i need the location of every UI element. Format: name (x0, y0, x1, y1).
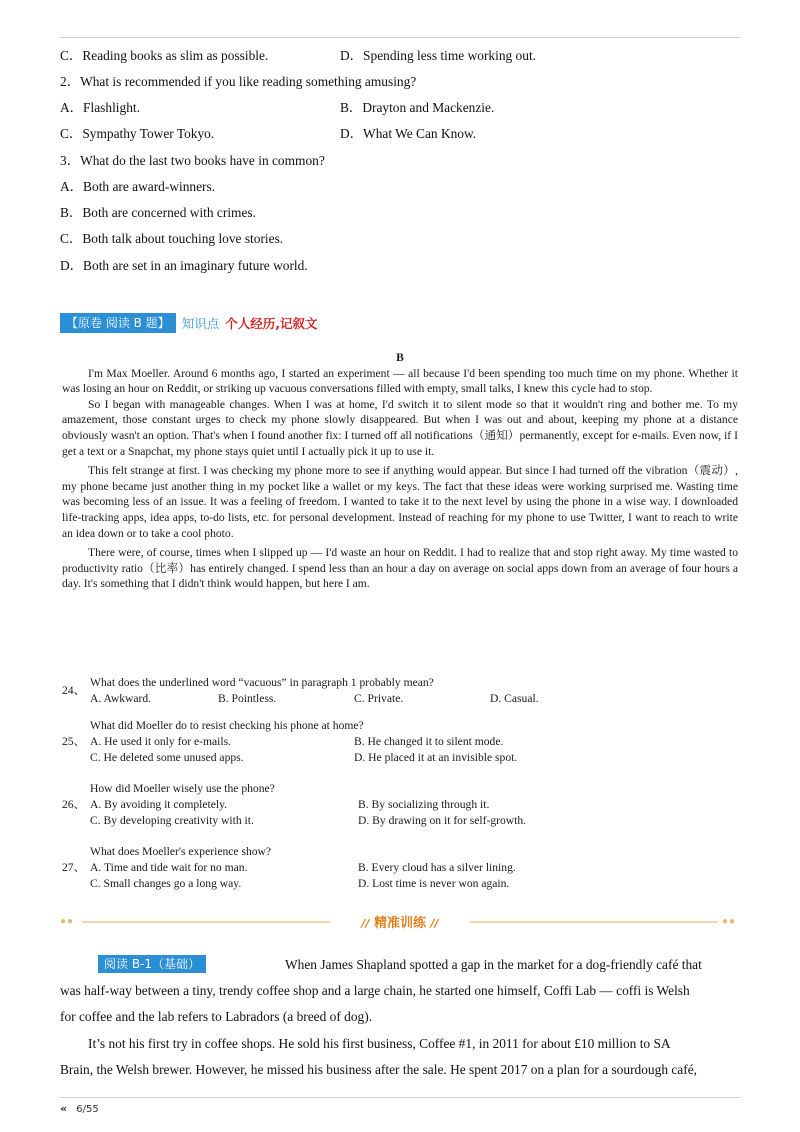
question-stem: What does Moeller's experience show? (90, 845, 272, 858)
slash-icon: // (361, 917, 370, 930)
option-d: D. By drawing on it for self-growth. (358, 813, 527, 827)
b1-line-5: Brain, the Welsh brewer. However, he missed his business after the sale. He spent 2017 on a plan for a sourdough café, (60, 1062, 697, 1077)
option-2d: D．What We Can Know. (340, 126, 477, 141)
option-2c: C．Sympathy Tower Tokyo. (60, 126, 215, 141)
option-1c: C．Reading books as slim as possible. (60, 48, 269, 63)
option-3a: A．Both are award-winners. (60, 179, 216, 194)
passage-paragraph-2: So I began with manageable changes. When I was at home, I'd switch it to silent mode so that it wouldn't ring and bother me. To my amazement, those constant urges to check my phone slowly disappeared. But when I was out and about, keeping my phone at a distance obviously wasn't an option. That's when I found another fix: I turned off all notifications（通知）permanently, except for e-mails. Even now, if I get a text or a Snapchat, my phone stays quiet until I actually pick it up to use it. (62, 397, 738, 458)
question-number: 27、 (62, 861, 86, 874)
slash-icon: // (430, 917, 439, 930)
bottom-rule (60, 1097, 740, 1098)
divider-dots-left: ●● (60, 916, 75, 927)
option-3b: B．Both are concerned with crimes. (60, 205, 256, 220)
b1-line-3: for coffee and the lab refers to Labradors (a breed of dog). (60, 1009, 373, 1024)
question-24 (62, 675, 690, 707)
option-3c: C．Both talk about touching love stories. (60, 231, 284, 246)
question-27 (62, 844, 690, 892)
option-d: D. Lost time is never won again. (358, 876, 510, 890)
question-number: 26、 (62, 798, 86, 811)
option-a: A. By avoiding it completely. (90, 797, 228, 811)
option-c: C. Small changes go a long way. (90, 876, 242, 890)
question-stem: What does the underlined word “vacuous” in paragraph 1 probably mean? (90, 676, 434, 689)
chevron-left-icon: « (60, 1102, 68, 1115)
knowledge-point-label: 知识点 (181, 316, 220, 331)
passage-paragraph-3: This felt strange at first. I was checking my phone more to see if anything would appear. But since I had turned off the vibration（震动）, my phone became just another thing in my pocket like a wallet or my keys. The fact that these ideas were working surprised me. Wasting time was becoming less of an issue. It was a feeling of freedom. I wanted to take it to the next level by using the phone in a wise way. I downloaded life-tracking apps, idea apps, to-do lists, etc. for personal development. Instead of reaching for my phone to use Twitter, I want to reach to write an idea down or to take a cool photo. (62, 464, 738, 540)
question-stem: How did Moeller wisely use the phone? (90, 782, 275, 795)
page-footer (60, 1102, 99, 1115)
option-3d: D．Both are set in an imaginary future world. (60, 258, 308, 273)
question-2-stem: 2．What is recommended if you like reading something amusing? (60, 74, 417, 89)
option-b: B. He changed it to silent mode. (354, 734, 504, 748)
passage-title: B (396, 351, 404, 364)
passage-paragraph-1: I'm Max Moeller. Around 6 months ago, I started an experiment — all because I'd been spending too much time on my phone. Whether it was losing an hour on Reddit, or striking up vacuous conversations filled with empty, small talks, I knew this cycle had to stop. (62, 366, 738, 396)
page-number: 6/55 (76, 1104, 99, 1115)
question-number: 25、 (62, 735, 86, 748)
topic-label: 个人经历,记叙文 (225, 316, 318, 331)
divider-line-left (82, 921, 330, 923)
question-stem: What did Moeller do to resist checking his phone at home? (90, 719, 364, 732)
option-d: D. He placed it at an invisible spot. (354, 750, 518, 764)
option-c: C. He deleted some unused apps. (90, 750, 244, 764)
b1-line-4: It’s not his first try in coffee shops. He sold his first business, Coffee #1, in 2011 for about £10 million to SA (88, 1036, 671, 1051)
option-c: C. Private. (354, 691, 404, 705)
option-b: B. Pointless. (218, 691, 277, 705)
b1-line-1: When James Shapland spotted a gap in the market for a dog-friendly café that (285, 957, 702, 972)
option-c: C. By developing creativity with it. (90, 813, 254, 827)
source-label: 【原卷 阅读 B 题】 (60, 313, 176, 333)
divider-dots-right: ●● (722, 916, 737, 927)
question-26 (62, 781, 690, 829)
option-a: A. He used it only for e-mails. (90, 734, 232, 748)
option-2a: A．Flashlight. (60, 100, 140, 115)
option-b: B. Every cloud has a silver lining. (358, 860, 516, 874)
option-b: B. By socializing through it. (358, 797, 490, 811)
divider-line-right (470, 921, 718, 923)
reading-b1-badge: 阅读 B-1（基础） (98, 955, 206, 973)
passage-paragraph-4: There were, of course, times when I slipped up — I'd waste an hour on Reddit. I had to realize that and stop right away. My time wasted to productivity ratio（比率）has entirely changed. I spend less than an hour a day on average on social apps down from an average of four hours a day. It's something that I didn't think would happen, but here I am. (62, 546, 738, 591)
source-tag (60, 313, 317, 333)
option-d: D. Casual. (490, 691, 539, 705)
option-1d: D．Spending less time working out. (340, 48, 537, 63)
b1-line-2: was half-way between a tiny, trendy coffee shop and a large chain, he started one himself, Coffi Lab — coffi is Welsh (60, 983, 690, 998)
question-3-stem: 3．What do the last two books have in common? (60, 153, 325, 168)
section-title (350, 912, 450, 931)
option-a: A. Time and tide wait for no man. (90, 860, 248, 874)
option-a: A. Awkward. (90, 691, 152, 705)
section-divider (60, 910, 740, 934)
question-25 (62, 718, 690, 766)
top-rule (60, 37, 740, 38)
passage-b (62, 350, 738, 592)
option-2b: B．Drayton and Mackenzie. (340, 100, 495, 115)
question-number: 24、 (62, 684, 86, 697)
section-title-text: 精准训练 (373, 916, 426, 931)
